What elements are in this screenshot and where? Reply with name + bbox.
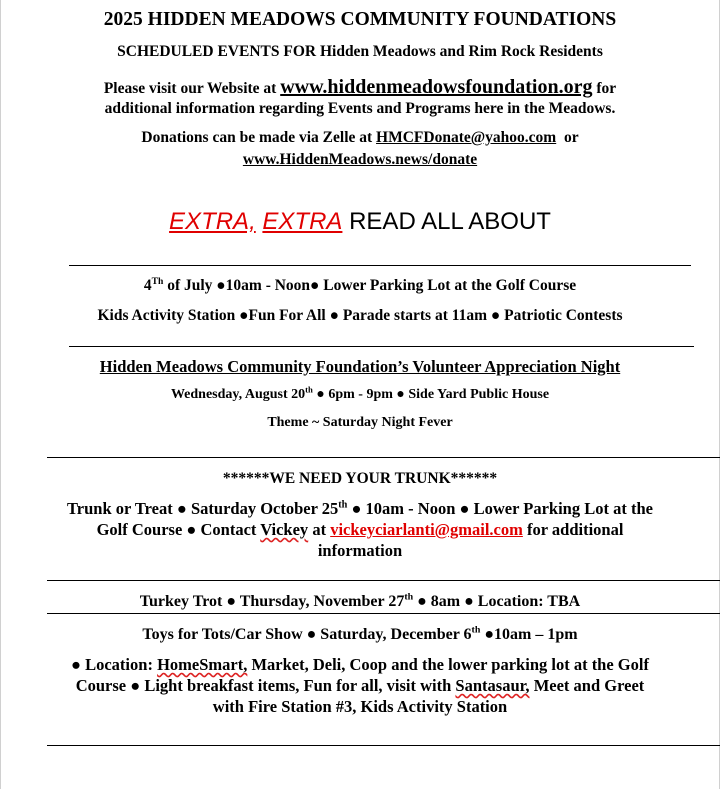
- toys-line-3-prefix: Course ● Light breakfast items, Fun for all, visit with: [75, 676, 452, 695]
- document-title: 2025 HIDDEN MEADOWS COMMUNITY FOUNDATIONS: [103, 9, 617, 30]
- appreciation-date: [0, 384, 720, 402]
- toys-line-1-prefix: Toys for Tots/Car Show ● Saturday, December 6: [142, 626, 472, 643]
- divider-3: [47, 457, 720, 458]
- trunk-line-1-sup: th: [338, 499, 348, 511]
- extra-word-1: EXTRA,: [169, 208, 256, 235]
- donation-or: or: [563, 129, 579, 146]
- turkey-prefix: Turkey Trot ● Thursday, November 27: [139, 593, 405, 610]
- toys-homesmart: HomeSmart,: [157, 655, 248, 674]
- toys-line-3-rest: Meet and Greet: [533, 676, 645, 695]
- trunk-line-1-prefix: Trunk or Treat ● Saturday October 25: [67, 499, 339, 518]
- turkey-line: [0, 591, 720, 610]
- appreciation-title: Hidden Meadows Community Foundation’s Volunteer Appreciation Night: [99, 357, 621, 376]
- website-line-2: additional information regarding Events and Programs here in the Meadows.: [104, 100, 616, 117]
- july4-day: 4: [143, 277, 152, 294]
- donation-line: [0, 130, 720, 146]
- toys-line-3: [0, 678, 720, 695]
- divider-6: [47, 745, 720, 746]
- trunk-line-2: [0, 522, 720, 539]
- trunk-line-3: information: [317, 541, 403, 560]
- divider-5: [47, 613, 720, 614]
- website-line: [0, 77, 720, 97]
- july4-details: of July ●10am - Noon● Lower Parking Lot at the Golf Course: [167, 277, 577, 294]
- document-subtitle: SCHEDULED EVENTS FOR Hidden Meadows and Rim Rock Residents: [117, 43, 603, 60]
- divider-1: [69, 265, 691, 266]
- toys-line-1-sup: th: [471, 624, 481, 636]
- trunk-email-link[interactable]: vickeyciarlanti@gmail.com: [330, 520, 523, 539]
- turkey-sup: th: [404, 591, 414, 603]
- toys-line-1-rest: ●10am – 1pm: [484, 626, 578, 643]
- july4-line-1: [0, 275, 720, 294]
- appreciation-date-sup: th: [305, 384, 313, 395]
- trunk-line-2-at: at: [312, 520, 327, 539]
- donate-url-link[interactable]: www.HiddenMeadows.news/donate: [242, 151, 478, 168]
- website-suffix: for: [596, 80, 617, 97]
- extra-word-2: EXTRA: [262, 208, 343, 235]
- toys-line-2-rest: Market, Deli, Coop and the lower parking lot at the Golf: [251, 655, 649, 674]
- trunk-line-1: [0, 501, 720, 518]
- website-prefix: Please visit our Website at: [103, 80, 277, 97]
- july4-day-sup: Th: [151, 275, 164, 287]
- donation-prefix: Donations can be made via Zelle at: [141, 129, 373, 146]
- turkey-rest: ● 8am ● Location: TBA: [417, 593, 581, 610]
- july4-line-2: Kids Activity Station ●Fun For All ● Parade starts at 11am ● Patriotic Contests: [97, 307, 623, 324]
- extra-rest: READ ALL ABOUT: [349, 208, 551, 235]
- divider-4: [47, 580, 720, 581]
- toys-line-4: with Fire Station #3, Kids Activity Station: [212, 697, 508, 716]
- appreciation-date-prefix: Wednesday, August 20: [170, 387, 306, 402]
- toys-line-2-prefix: ● Location:: [71, 655, 153, 674]
- trunk-contact-name: Vickey: [260, 520, 309, 539]
- toys-line-2: [0, 657, 720, 674]
- zelle-email-link[interactable]: HMCFDonate@yahoo.com: [376, 129, 557, 146]
- trunk-line-2-prefix: Golf Course ● Contact: [96, 520, 257, 539]
- website-link[interactable]: www.hiddenmeadowsfoundation.org: [280, 76, 593, 98]
- trunk-line-1-rest: ● 10am - Noon ● Lower Parking Lot at the: [351, 499, 653, 518]
- trunk-line-2-suffix: for additional: [527, 520, 624, 539]
- toys-santasaur: Santasaur,: [455, 676, 530, 695]
- appreciation-date-rest: ● 6pm - 9pm ● Side Yard Public House: [316, 387, 550, 402]
- appreciation-theme: Theme ~ Saturday Night Fever: [267, 415, 453, 430]
- toys-line-1: [0, 624, 720, 643]
- donate-url-line: [0, 152, 720, 168]
- trunk-heading: ******WE NEED YOUR TRUNK******: [222, 470, 498, 487]
- divider-2: [69, 346, 694, 347]
- extra-banner: [0, 210, 720, 234]
